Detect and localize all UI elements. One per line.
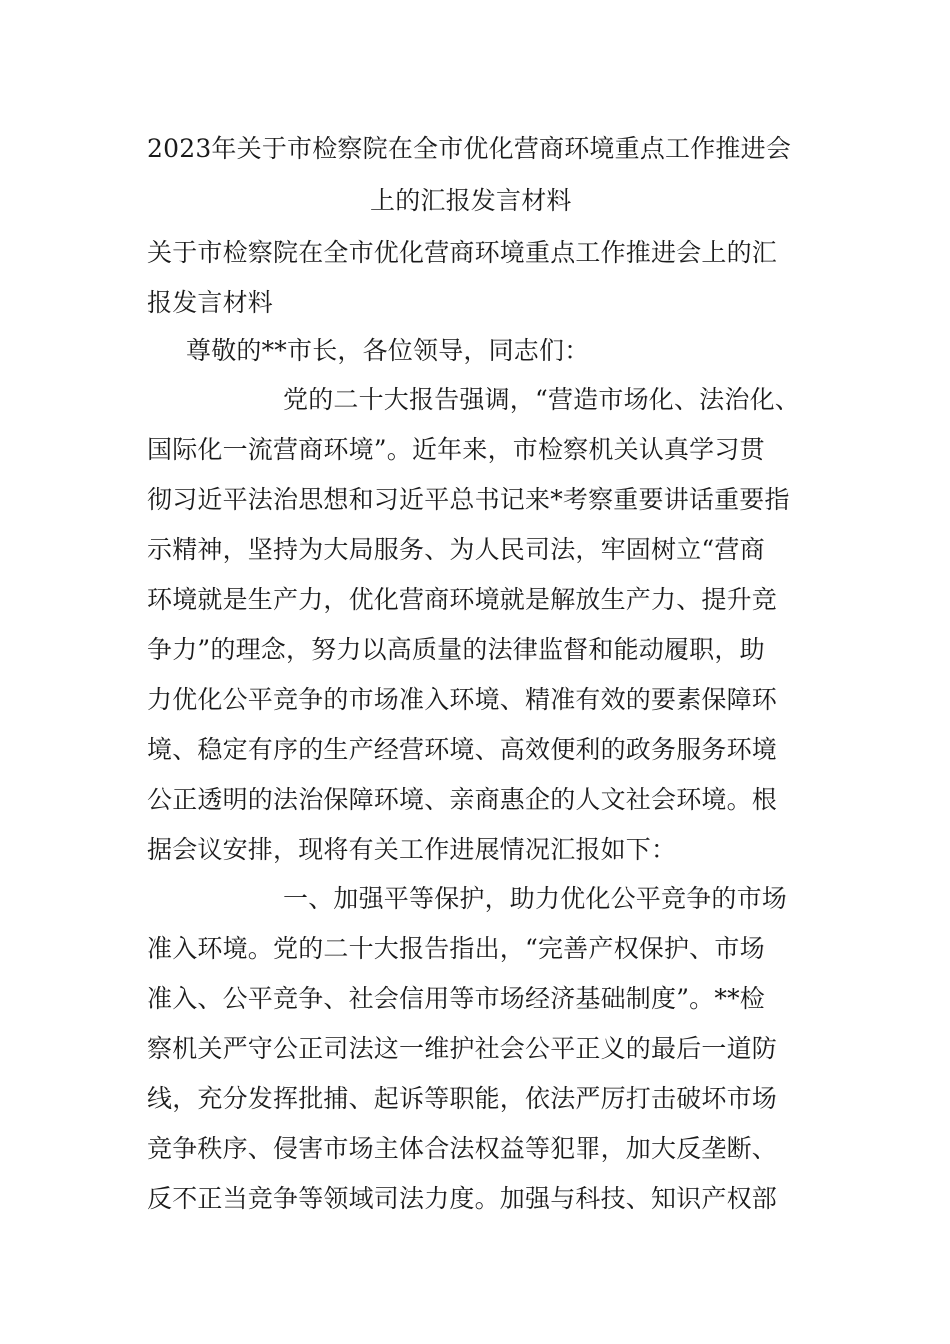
paragraph-2-line-6: 竞争秩序、侵害市场主体合法权益等犯罪，加大反垄断、 [147,1134,778,1163]
paragraph-1-line-1: 党的二十大报告强调，“营造市场化、法治化、 [283,385,800,414]
paragraph-1-line-10: 据会议安排，现将有关工作进展情况汇报如下： [147,835,677,864]
document-title-line-1: 2023年关于市检察院在全市优化营商环境重点工作推进会 [147,134,792,163]
paragraph-2-line-4: 察机关严守公正司法这一维护社会公平正义的最后一道防 [147,1034,778,1063]
document-subtitle-line-2: 报发言材料 [147,288,274,317]
paragraph-2-line-7: 反不正当竞争等领域司法力度。加强与科技、知识产权部 [147,1184,778,1213]
document-title-line-2: 上的汇报发言材料 [370,186,572,215]
paragraph-1-line-2: 国际化一流营商环境”。近年来，市检察机关认真学习贯 [147,435,765,464]
paragraph-1-line-5: 环境就是生产力，优化营商环境就是解放生产力、提升竞 [147,585,778,614]
paragraph-1-line-9: 公正透明的法治保障环境、亲商惠企的人文社会环境。根 [147,785,778,814]
paragraph-1-line-3: 彻习近平法治思想和习近平总书记来*考察重要讲话重要指 [147,485,790,514]
paragraph-2-line-5: 线，充分发挥批捕、起诉等职能，依法严厉打击破坏市场 [147,1084,778,1113]
paragraph-1-line-8: 境、稳定有序的生产经营环境、高效便利的政务服务环境 [147,735,778,764]
salutation: 尊敬的**市长，各位领导，同志们： [186,336,590,365]
paragraph-1-line-6: 争力”的理念，努力以高质量的法律监督和能动履职，助 [147,635,765,664]
paragraph-2-line-2: 准入环境。党的二十大报告指出，“完善产权保护、市场 [147,934,765,963]
paragraph-2-line-3: 准入、公平竞争、社会信用等市场经济基础制度”。**检 [147,984,765,1013]
paragraph-1-line-4: 示精神，坚持为大局服务、为人民司法，牢固树立“营商 [147,535,765,564]
paragraph-2-line-1: 一、加强平等保护，助力优化公平竞争的市场 [283,884,788,913]
paragraph-1-line-7: 力优化公平竞争的市场准入环境、精准有效的要素保障环 [147,685,778,714]
document-subtitle-line-1: 关于市检察院在全市优化营商环境重点工作推进会上的汇 [147,238,778,267]
